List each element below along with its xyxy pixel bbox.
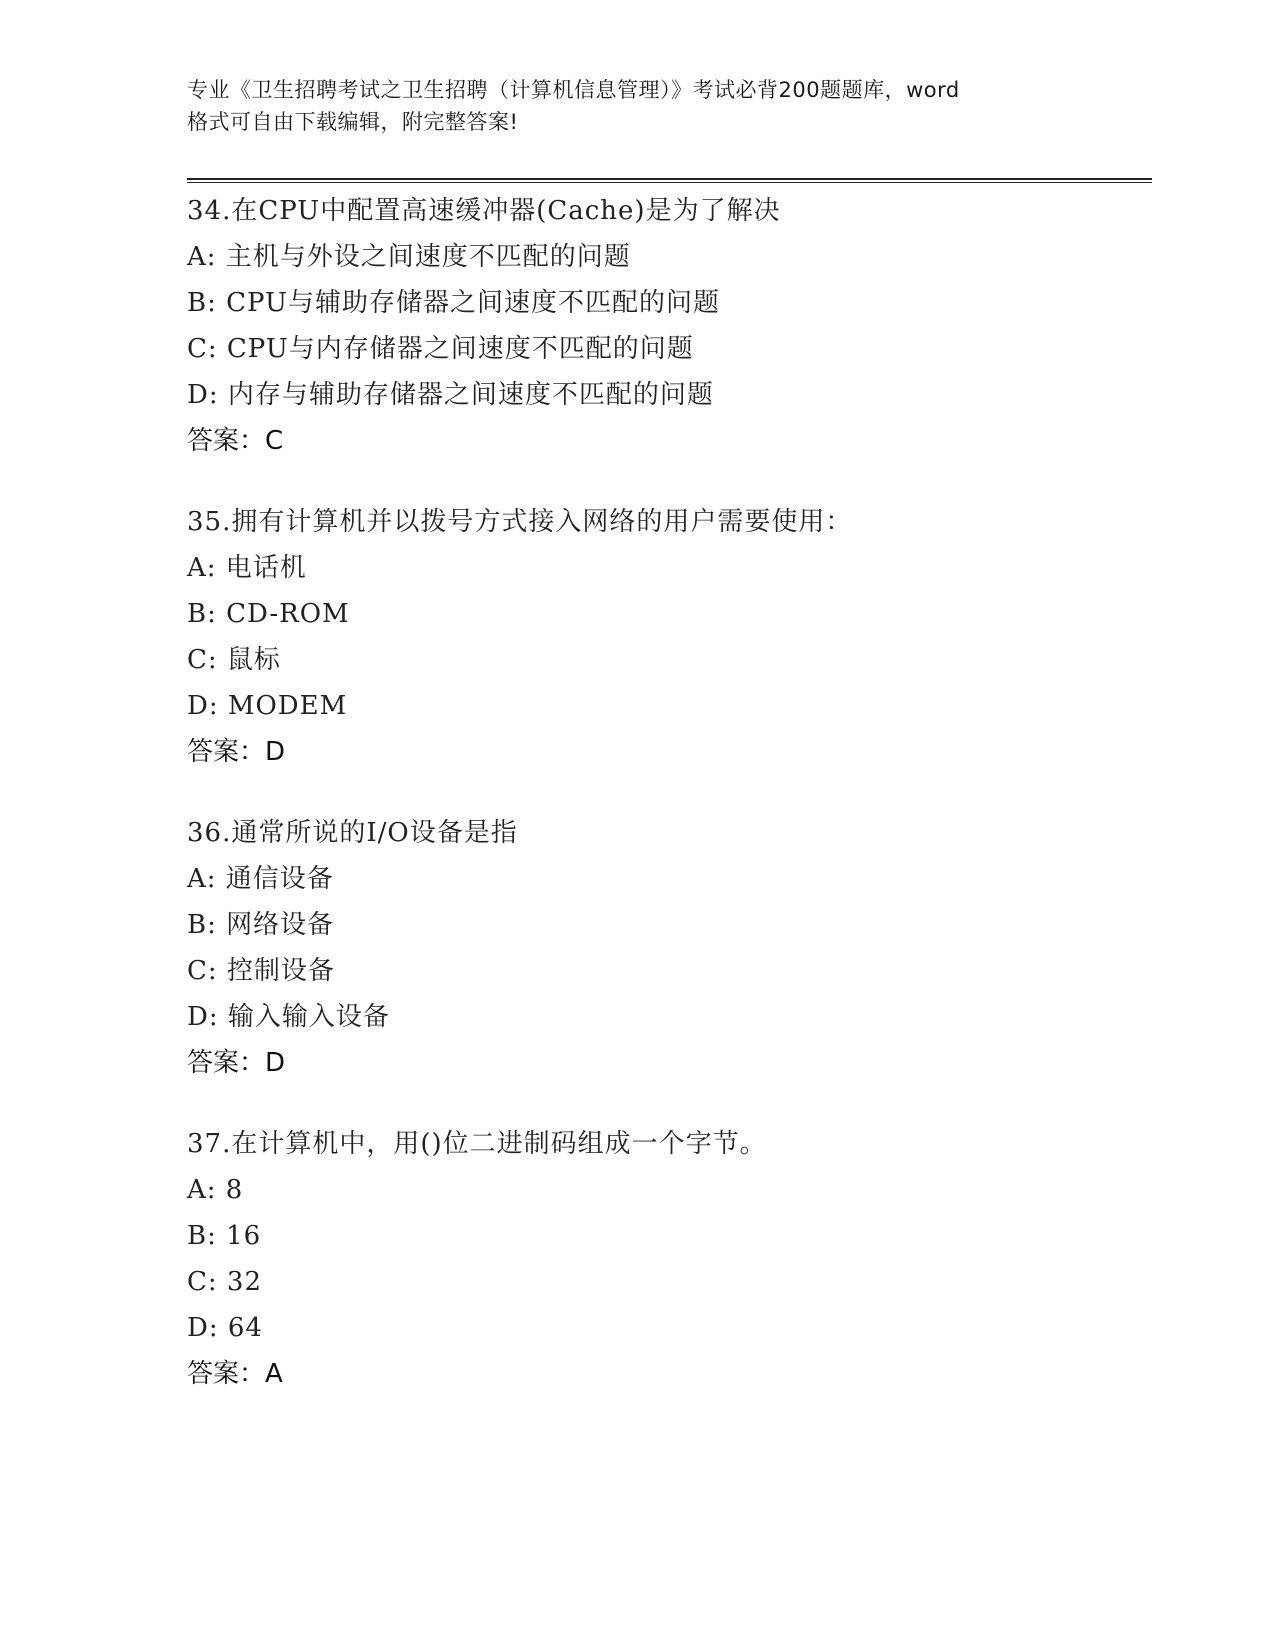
option-a: A: 电话机 <box>187 553 307 583</box>
option-b: B: 16 <box>187 1221 262 1251</box>
question-35 <box>187 499 1147 775</box>
header-line-2: 格式可自由下载编辑，附完整答案! <box>187 110 519 134</box>
answer: 答案：C <box>187 426 284 456</box>
header-divider <box>187 178 1152 183</box>
option-a: A: 8 <box>187 1175 244 1205</box>
option-c: C: 鼠标 <box>187 645 281 675</box>
option-a: A: 主机与外设之间速度不匹配的问题 <box>187 242 631 272</box>
question-list <box>187 188 1147 1432</box>
option-d: D: 64 <box>187 1313 263 1343</box>
question-34 <box>187 188 1147 464</box>
question-stem: 36.通常所说的I/O设备是指 <box>187 818 518 848</box>
option-c: C: 32 <box>187 1267 263 1297</box>
option-b: B: CPU与辅助存储器之间速度不匹配的问题 <box>187 288 720 318</box>
option-a: A: 通信设备 <box>187 864 334 894</box>
answer: 答案：A <box>187 1359 283 1389</box>
question-stem: 35.拥有计算机并以拨号方式接入网络的用户需要使用： <box>187 507 853 537</box>
page-header <box>187 74 1087 138</box>
question-36 <box>187 810 1147 1086</box>
option-d: D: 内存与辅助存储器之间速度不匹配的问题 <box>187 380 714 410</box>
option-c: C: 控制设备 <box>187 956 335 986</box>
question-stem: 37.在计算机中，用()位二进制码组成一个字节。 <box>187 1129 767 1159</box>
header-line-1: 专业《卫生招聘考试之卫生招聘（计算机信息管理）》考试必背200题题库，word <box>187 78 960 102</box>
option-d: D: 输入输入设备 <box>187 1002 390 1032</box>
question-stem: 34.在CPU中配置高速缓冲器(Cache)是为了解决 <box>187 196 781 226</box>
option-b: B: CD-ROM <box>187 599 350 629</box>
option-b: B: 网络设备 <box>187 910 335 940</box>
question-37 <box>187 1121 1147 1397</box>
option-c: C: CPU与内存储器之间速度不匹配的问题 <box>187 334 694 364</box>
answer: 答案：D <box>187 1048 286 1078</box>
option-d: D: MODEM <box>187 691 348 721</box>
answer: 答案：D <box>187 737 286 767</box>
